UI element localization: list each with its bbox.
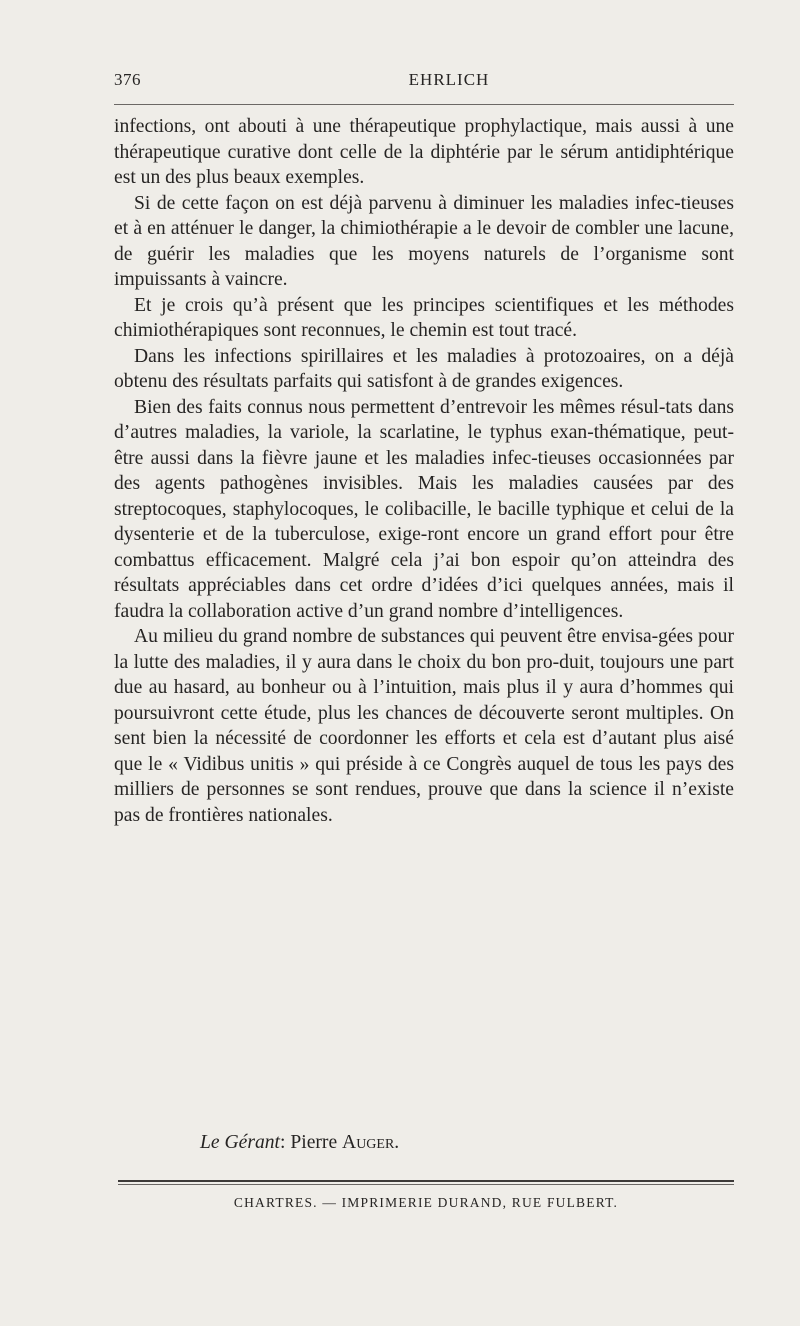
- footer-rule-thick: [118, 1180, 734, 1182]
- page-number: 376: [114, 70, 141, 89]
- gerant-last-name: Auger.: [342, 1132, 400, 1153]
- paragraph: infections, ont abouti à une thérapeutique prophylactique, mais aussi à une thérapeutique curative dont celle de la diphtérie par le sérum antidiphtérique est un des plus beaux exemples.: [114, 116, 734, 188]
- footer-rule-thin: [118, 1184, 734, 1185]
- paragraph: Si de cette façon on est déjà parvenu à diminuer les maladies infec-tieuses et à en atténuer le danger, la chimiothérapie a le devoir de combler une lacune, de guérir les maladies que les moyens naturels de l’organisme sont impuissants à vaincre.: [114, 192, 734, 290]
- printer-imprint: CHARTRES. — IMPRIMERIE DURAND, RUE FULBERT.: [233, 1195, 619, 1210]
- header-rule: [114, 104, 734, 105]
- paragraph: Bien des faits connus nous permettent d’entrevoir les mêmes résul-tats dans d’autres maladies, la variole, la scarlatine, le typhus exan-thématique, peut-être aussi dans la fièvre jaune et les maladies infec-tieuses occasionnées par des agents pathogènes invisibles. Mais les maladies causées par des streptocoques, staphylocoques, le colibacille, le bacille typhique et celui de la dysenterie et de la tuberculose, exige-ront encore un grand effort pour être combattus efficacement. Malgré cela j’ai bon espoir qu’on atteindra des résultats appréciables dans cet ordre d’idées d’ici quelques années, mais il faudra la collaboration active d’un grand nombre d’intelligences.: [114, 396, 734, 622]
- gerant-separator: :: [280, 1132, 291, 1153]
- running-head: [114, 70, 734, 96]
- gerant-signature: [200, 1132, 399, 1154]
- gerant-first-name: Pierre: [290, 1132, 343, 1153]
- gerant-label: Le Gérant: [200, 1132, 281, 1153]
- body-text: [114, 114, 734, 828]
- paragraph: Et je crois qu’à présent que les principes scientifiques et les méthodes chimiothérapiques sont reconnues, le chemin est tout tracé.: [114, 294, 734, 341]
- paragraph: Dans les infections spirillaires et les maladies à protozoaires, on a déjà obtenu des résultats parfaits qui satisfont à de grandes exigences.: [114, 345, 734, 392]
- running-title: EHRLICH: [408, 70, 490, 89]
- paragraph: Au milieu du grand nombre de substances qui peuvent être envisa-gées pour la lutte des maladies, il y aura dans le choix du bon pro-duit, toujours une part due au hasard, au bonheur ou à l’intuition, mais plus il y aura d’hommes qui poursuivront cette étude, plus les chances de découverte seront multiples. On sent bien la nécessité de coordonner les efforts et cela est d’autant plus aisé que le « Vidibus unitis » qui préside à ce Congrès auquel de tous les pays des milliers de personnes se sont rendues, prouve que dans la science il n’existe pas de frontières nationales.: [114, 626, 734, 826]
